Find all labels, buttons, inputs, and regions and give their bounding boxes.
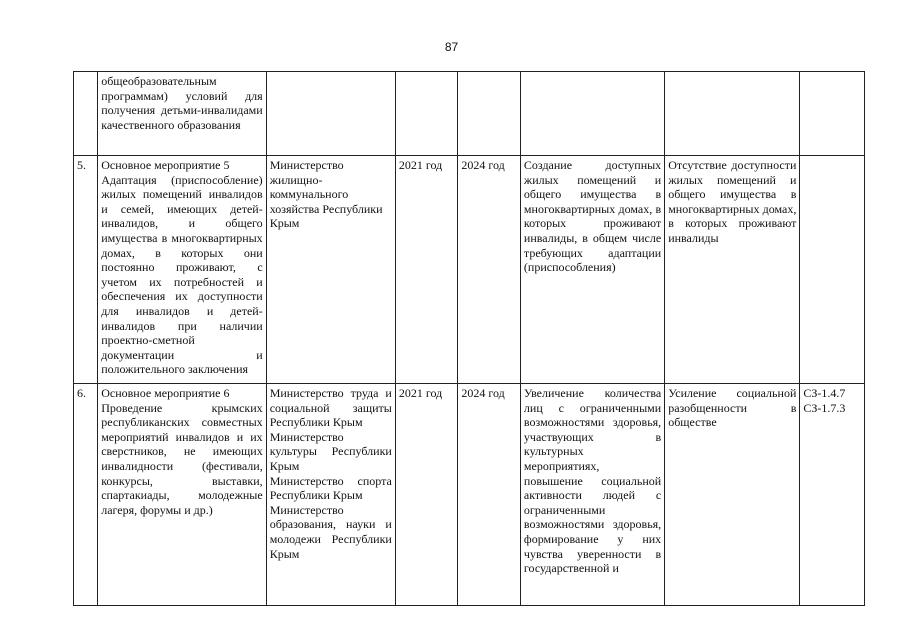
executor-name: Министерство жилищно-коммунального хозяйства Республики Крым xyxy=(269,158,383,231)
result-cell xyxy=(520,384,664,606)
measure-text: Адаптация (приспособление) жилых помещений инвалидов и семей, имеющих детей-инвалидов, и общего имущества в многоквартирных домах, в которых они постоянно проживают, с учетом их потребностей и обеспечения их доступности для инвалидов и детей-инвалидов при наличии проектно-сметной документации и положительного заключения xyxy=(101,172,263,377)
executor-cell xyxy=(266,156,395,384)
result-cell xyxy=(520,156,664,384)
end-year-cell xyxy=(458,72,521,156)
measure-cell xyxy=(98,156,266,384)
consequence-text: Усиление социальной разобщенности в обществе xyxy=(668,386,797,430)
indicator-cell xyxy=(800,384,865,606)
indicator-code: СЗ-1.7.3 xyxy=(803,400,846,415)
executor-name: Министерство спорта Республики Крым xyxy=(269,473,392,503)
table-row xyxy=(74,156,865,384)
consequence-cell xyxy=(665,156,800,384)
executor-name: Министерство труда и социальной защиты Республики Крым xyxy=(269,386,392,430)
consequence-text: Отсутствие доступности жилых помещений и общего имущества в многоквартирных домах, в которых проживают инвалиды xyxy=(668,158,797,245)
measure-line: программам) условий для получения детьми-инвалидами качественного образования xyxy=(101,88,263,132)
page-number: 87 xyxy=(444,40,459,54)
start-year-cell xyxy=(395,72,458,156)
executor-name: Министерство образования, науки и молодежи Республики Крым xyxy=(269,502,392,561)
measure-title: Основное мероприятие 5 xyxy=(101,158,230,172)
row-number-cell: 6. xyxy=(74,384,98,606)
start-year-cell: 2021 год xyxy=(395,384,458,606)
measure-cell xyxy=(98,72,266,156)
table-row xyxy=(74,384,865,606)
end-year-cell: 2024 год xyxy=(458,156,521,384)
result-text: Создание доступных жилых помещений и общего имущества в многоквартирных домах, в которых проживают инвалиды, в общем числе требующих адаптации (приспособления) xyxy=(523,158,662,275)
table-row xyxy=(74,72,865,156)
result-text: Увеличение количества лиц с ограниченными возможностями здоровья, участвующих в культурных мероприятиях, повышение социальной активности людей с ограниченными возможностями здоровья, формирование у них чувства уверенности в государственной и xyxy=(523,386,662,576)
measure-line: общеобразовательным xyxy=(101,74,217,88)
indicator-cell xyxy=(800,156,865,384)
measure-title: Основное мероприятие 6 xyxy=(101,386,230,400)
program-table xyxy=(73,71,865,606)
executor-cell xyxy=(266,72,395,156)
start-year-cell: 2021 год xyxy=(395,156,458,384)
executor-name: Министерство культуры Республики Крым xyxy=(269,429,392,473)
measure-cell xyxy=(98,384,266,606)
result-cell xyxy=(520,72,664,156)
end-year-cell: 2024 год xyxy=(458,384,521,606)
consequence-cell xyxy=(665,72,800,156)
row-number-cell xyxy=(74,72,98,156)
indicator-code: СЗ-1.4.7 xyxy=(803,386,846,400)
indicator-cell xyxy=(800,72,865,156)
measure-text: Проведение крымских республиканских совместных мероприятий инвалидов и их сверстников, не имеющих инвалидности (фестивали, конкурсы, выставки, спартакиады, молодежные лагеря, форумы и др.) xyxy=(101,400,263,517)
executor-cell xyxy=(266,384,395,606)
row-number-cell: 5. xyxy=(74,156,98,384)
consequence-cell xyxy=(665,384,800,606)
